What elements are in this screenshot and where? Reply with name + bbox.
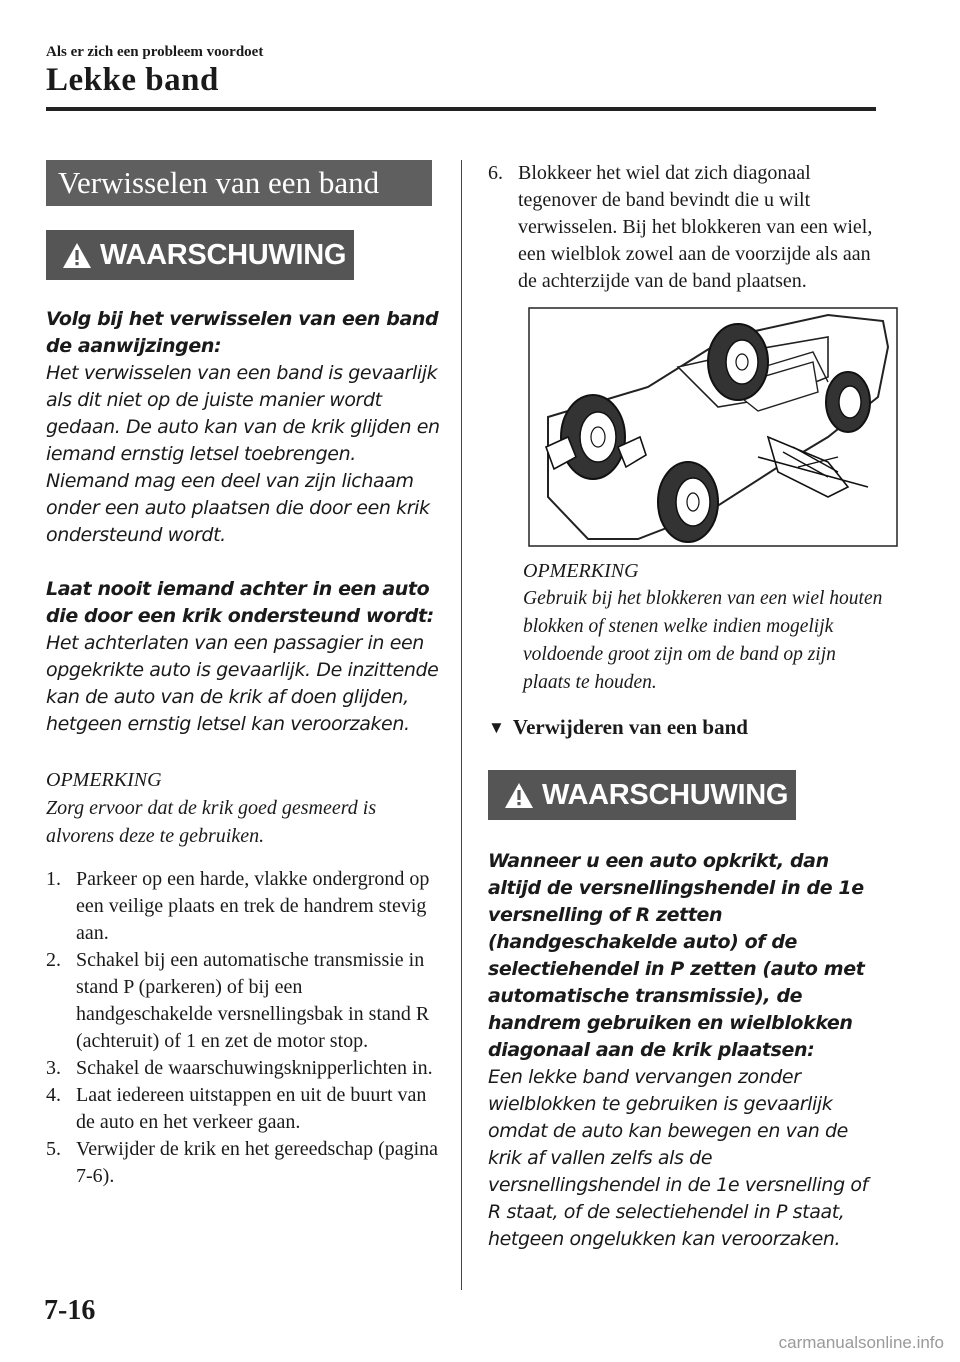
watermark: carmanualsonline.info — [778, 1333, 944, 1352]
section-title: Verwisselen van een band — [46, 160, 432, 206]
list-item — [46, 1082, 441, 1136]
step-number: 3. — [46, 1057, 61, 1079]
step-text: Laat iedereen uitstappen en uit de buurt van de auto en het verkeer gaan. — [76, 1084, 427, 1133]
step-number: 5. — [46, 1138, 61, 1160]
warning-text-2 — [488, 848, 883, 1253]
warning-heading: Volg bij het verwisselen van een band de aanwijzingen: — [46, 308, 439, 357]
step-text: Blokkeer het wiel dat zich diagonaal tegenover de band bevindt die u wilt verwisselen. Bij het blokkeren van een wiel, een wielblok zowel aan de voorzijde als aan de achterzijde van de band plaatsen. — [518, 162, 873, 292]
warning-label-box — [46, 230, 354, 280]
note-text: Zorg ervoor dat de krik goed gesmeerd is alvorens deze te gebruiken. — [46, 797, 377, 847]
warning-body: Het achterlaten van een passagier in een opgekrikte auto is gevaarlijk. De inzittende kan de auto van de krik af doen glijden, hetgeen ernstig letsel kan veroorzaken. — [46, 632, 439, 735]
list-item — [46, 1136, 441, 1190]
step-text: Parkeer op een harde, vlakke ondergrond op een veilige plaats en trek de handrem stevig aan. — [76, 868, 430, 944]
note-label: OPMERKING — [523, 560, 639, 582]
list-item — [46, 947, 441, 1055]
note-1 — [46, 766, 441, 850]
warning-body: Een lekke band vervangen zonder wielblokken te gebruiken is gevaarlijk omdat de auto kan bewegen en van de krik af vallen zelfs als de versnellingshendel in de 1e versnelling of R staat, of de selectiehendel in P staat, hetgeen ongelukken kan veroorzaken. — [488, 1066, 868, 1250]
chapter-subtitle: Als er zich een probleem voordoet — [46, 44, 264, 60]
steps-list-right — [488, 160, 883, 295]
step-number: 4. — [46, 1084, 61, 1106]
step-text: Schakel bij een automatische transmissie in stand P (parkeren) of bij een handgeschakelde versnellingsbak in stand R (achteruit) of 1 en zet de motor stop. — [76, 949, 430, 1052]
warning-triangle-icon — [504, 782, 534, 809]
car-wheel-block-illustration — [528, 307, 898, 547]
triangle-down-icon: ▼ — [488, 717, 505, 737]
note-label: OPMERKING — [46, 769, 162, 791]
step-number: 1. — [46, 868, 61, 890]
step-text: Schakel de waarschuwingsknipperlichten in. — [76, 1057, 433, 1079]
page-number: 7-16 — [44, 1295, 96, 1326]
step-text: Verwijder de krik en het gereedschap (pagina 7-6). — [76, 1138, 439, 1187]
subsection-title: Verwijderen van een band — [512, 715, 748, 739]
page-title: Lekke band — [46, 62, 219, 98]
warning-body: Het verwisselen van een band is gevaarlijk als dit niet op de juiste manier wordt gedaan. De auto kan van de krik glijden en iemand ernstig letsel toebrengen. Niemand mag een deel van zijn lichaam onder een auto plaatsen die door een krik ondersteund wordt. — [46, 362, 440, 546]
step-number: 6. — [488, 162, 503, 184]
list-item — [46, 866, 441, 947]
right-column — [488, 160, 883, 1253]
list-item — [488, 160, 883, 295]
warning-label-box — [488, 770, 796, 820]
subsection-heading — [488, 715, 883, 740]
warning-text-1 — [46, 306, 441, 738]
note-text: Gebruik bij het blokkeren van een wiel houten blokken of stenen welke indien mogelijk voldoende groot zijn om de band op zijn plaats te houden. — [523, 588, 883, 693]
step-number: 2. — [46, 949, 61, 971]
warning-heading: Wanneer u een auto opkrikt, dan altijd de versnellingshendel in de 1e versnelling of R zetten (handgeschakelde auto) of de selectiehendel in P zetten (auto met automatische transmissie), de handrem gebruiken en wielblokken diagonaal aan de krik plaatsen: — [488, 850, 865, 1061]
warning-label: WAARSCHUWING — [100, 238, 347, 271]
steps-list-left — [46, 866, 441, 1190]
list-item — [46, 1055, 441, 1082]
warning-triangle-icon — [62, 242, 92, 269]
warning-heading: Laat nooit iemand achter in een auto die door een krik ondersteund wordt: — [46, 578, 434, 627]
warning-label: WAARSCHUWING — [542, 778, 789, 811]
left-column — [46, 160, 441, 1190]
column-divider — [461, 160, 462, 1290]
header-rule — [46, 107, 876, 111]
note-2 — [523, 557, 883, 697]
